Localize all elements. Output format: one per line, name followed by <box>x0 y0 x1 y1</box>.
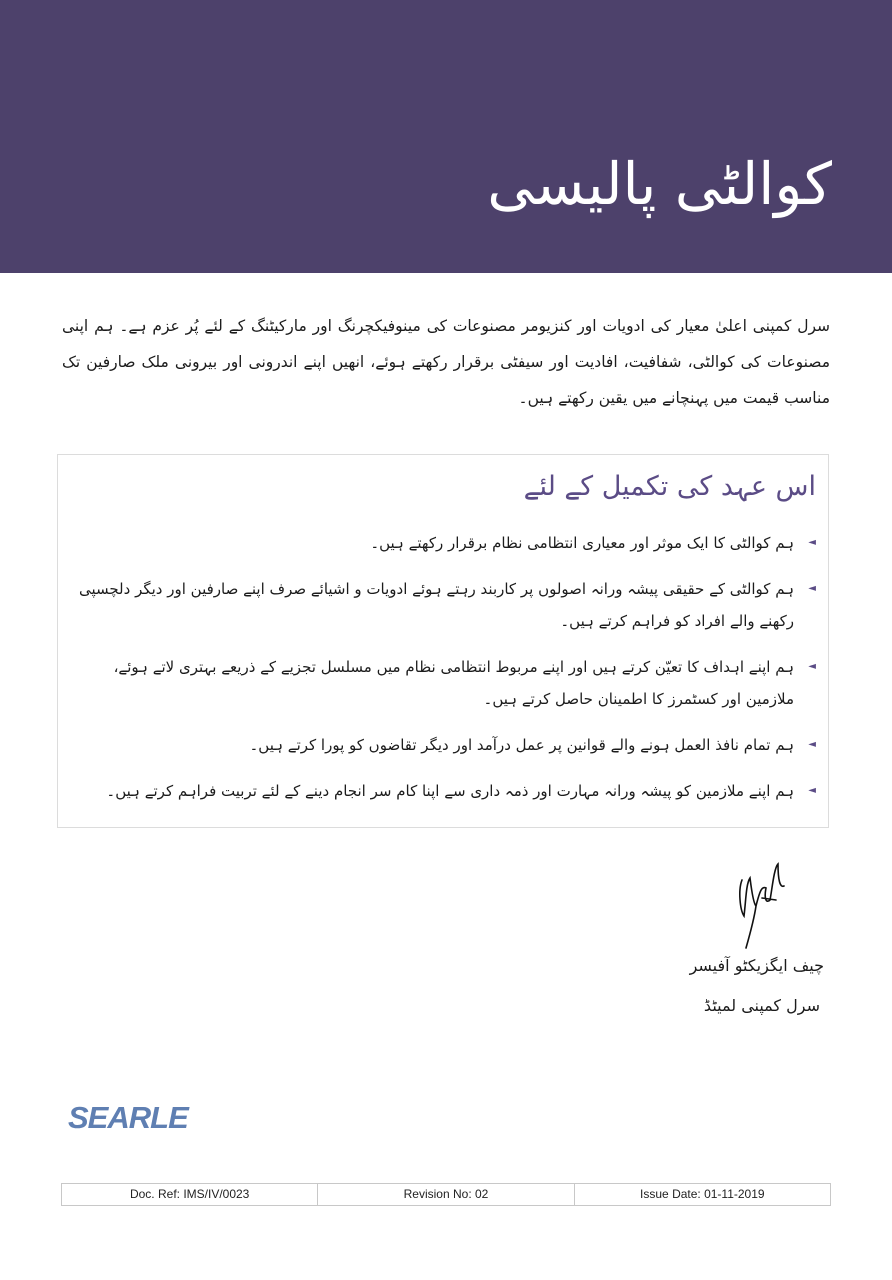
header-banner <box>0 0 892 273</box>
list-item: ◄ ہم تمام نافذ العمل ہونے والے قوانین پر عمل درآمد اور دیگر تقاضوں کو پورا کرتے ہیں۔ <box>72 729 818 761</box>
list-item: ◄ ہم کوالٹی کا ایک موثر اور معیاری انتظامی نظام برقرار رکھتے ہیں۔ <box>72 527 818 559</box>
list-item: ◄ ہم کوالٹی کے حقیقی پیشہ ورانہ اصولوں پر کاربند رہتے ہوئے ادویات و اشیائے صرف اپنے صارفین اور دیگر دلچسپی رکھنے والے افراد کو فراہم کرتے ہیں۔ <box>72 573 818 637</box>
document-footer <box>61 1183 831 1206</box>
issue-date: Issue Date: 01-11-2019 <box>574 1184 830 1205</box>
list-item: ◄ ہم اپنے اہداف کا تعیّن کرتے ہیں اور اپنے مربوط انتظامی نظام میں مسلسل تجزیے کے ذریعے بہتری لاتے ہوئے، ملازمین اور کسٹمرز کا اطمینان حاصل کرتے ہیں۔ <box>72 651 818 715</box>
signatory-company: سرل کمپنی لمیٹڈ <box>703 996 820 1015</box>
commitments-list <box>72 527 818 821</box>
list-item: ◄ ہم اپنے ملازمین کو پیشہ ورانہ مہارت اور ذمہ داری سے اپنا کام سر انجام دینے کے لئے تربیت فراہم کرتے ہیں۔ <box>72 775 818 807</box>
doc-ref: Doc. Ref: IMS/IV/0023 <box>129 1187 250 1201</box>
signatory-title: چیف ایگزیکٹو آفیسر <box>689 956 824 975</box>
searle-logo: SEARLE <box>68 1100 188 1135</box>
intro-paragraph: سرل کمپنی اعلیٰ معیار کی ادویات اور کنزیومر مصنوعات کی مینوفیکچرنگ اور مارکیٹنگ کے لئے پُر عزم ہے۔ ہم اپنی مصنوعات کی کوالٹی، شفافیت، افادیت اور سیفٹی برقرار رکھتے ہوئے، انھیں اپنے اندرونی اور بیرونی ملک صارفین تک مناسب قیمت میں پہنچانے میں یقین رکھتے ہیں۔ <box>62 317 830 407</box>
signature-image <box>732 860 788 952</box>
page-title: کوالٹی پالیسی <box>487 150 832 218</box>
commitments-box <box>57 454 829 828</box>
revision-number: Revision No: 02 <box>317 1184 573 1205</box>
commitments-heading: اس عہد کی تکمیل کے لئے <box>523 471 816 502</box>
